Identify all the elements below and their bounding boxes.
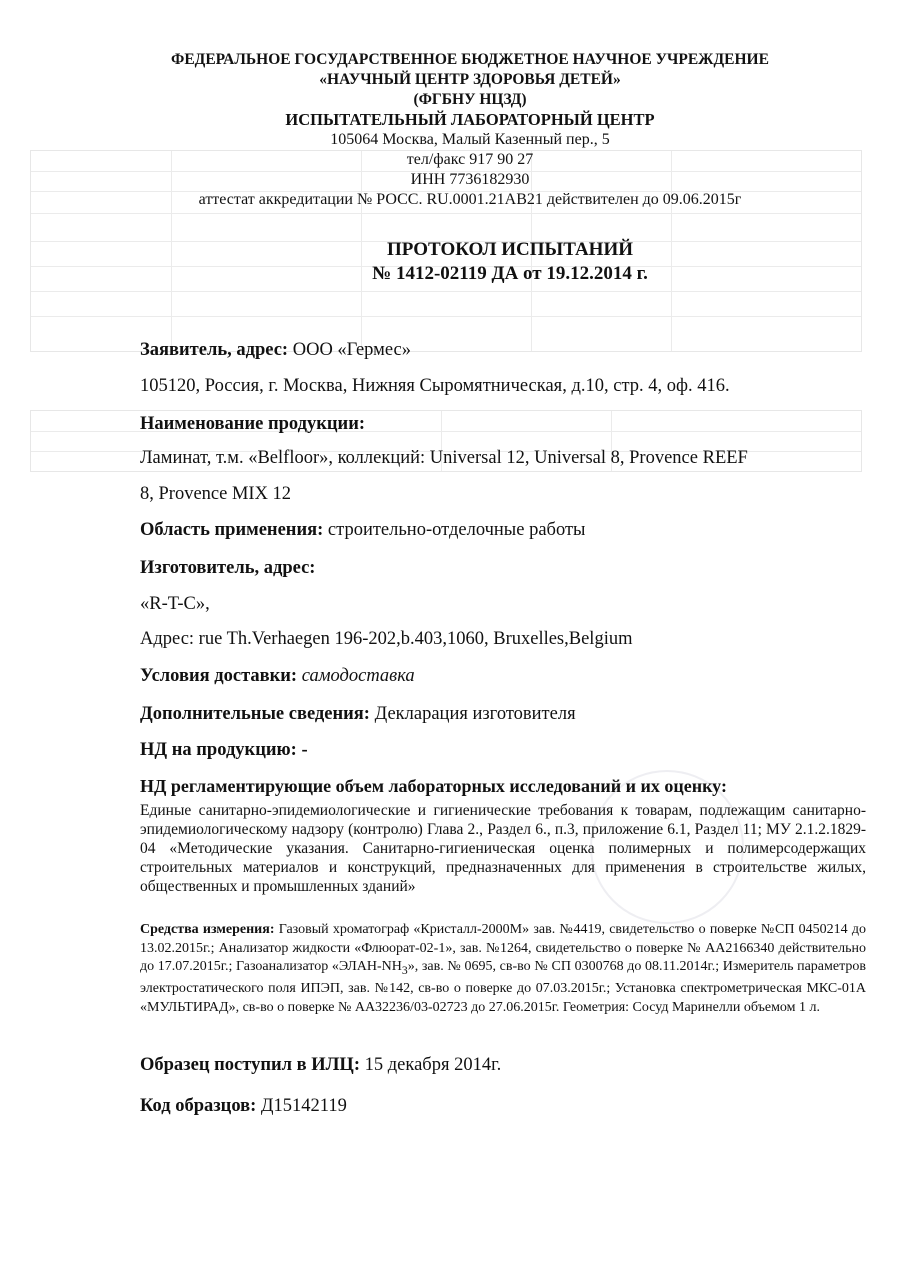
received-label: Образец поступил в ИЛЦ:: [140, 1055, 360, 1075]
lab-inn: ИНН 7736182930: [410, 171, 530, 188]
protocol-number: № 1412-02119 ДА от 19.12.2014 г.: [372, 263, 648, 284]
nd-product-label: НД на продукцию: -: [140, 740, 308, 760]
instruments-subscript: 3: [401, 963, 408, 977]
manufacturer-name: «R-T-C»,: [140, 594, 210, 614]
sample-code-label: Код образцов:: [140, 1096, 257, 1116]
applicant-value: ООО «Гермес»: [292, 340, 411, 360]
instruments-text-a: Газовый хроматограф «Кристалл-2000М» зав. №4419, свидетельство о поверке №СП 0450214 до 13.02.2015г.; Анализатор жидкости «Флюорат-02-1», зав. №1264, свидетельство о поверке № АА2166340 действительно до 17.07.2015г.; Газоанализатор «ЭЛАН-NH: [140, 922, 867, 974]
lab-address: 105064 Москва, Малый Казенный пер., 5: [330, 131, 610, 148]
applicant-address: 105120, Россия, г. Москва, Нижняя Сыромятническая, д.10, стр. 4, оф. 416.: [140, 376, 730, 396]
received-value: 15 декабря 2014г.: [364, 1055, 502, 1075]
protocol-title-block: [200, 238, 820, 286]
scope-label: Область применения:: [140, 520, 324, 540]
nd-regulating-text: Единые санитарно-эпидемиологические и гигиенические требования к товарам, подлежащим санитарно-эпидемиологическому надзору (контролю) Глава 2., Раздел 6., п.3, приложение 6.1, Раздел 11; МУ 2.1.2.1829-04 «Методические указания. Санитарно-гигиеническая оценка полимерных и полимерсодержащих строительных материалов и конструкций, предназначенных для применения в строительстве жилых, общественных и промышленных зданий»: [140, 802, 866, 895]
org-name-line2: «НАУЧНЫЙ ЦЕНТР ЗДОРОВЬЯ ДЕТЕЙ»: [319, 71, 621, 88]
instruments-block: [140, 921, 866, 1017]
nd-regulating-label: НД регламентирующие объем лабораторных исследований и их оценку:: [140, 776, 727, 796]
applicant-row: [140, 340, 411, 361]
scope-row: [140, 520, 585, 541]
org-name-line1: ФЕДЕРАЛЬНОЕ ГОСУДАРСТВЕННОЕ БЮДЖЕТНОЕ НАУЧНОЕ УЧРЕЖДЕНИЕ: [171, 51, 769, 68]
product-label: Наименование продукции:: [140, 414, 366, 434]
letterhead: [120, 50, 820, 210]
applicant-label: Заявитель, адрес:: [140, 340, 289, 360]
additional-value: Декларация изготовителя: [374, 704, 576, 724]
product-line1: Ламинат, т.м. «Belfloor», коллекций: Universal 12, Universal 8, Provence REEF: [140, 448, 748, 468]
additional-label: Дополнительные сведения:: [140, 704, 370, 724]
manufacturer-address: Адрес: rue Th.Verhaegen 196-202,b.403,1060, Bruxelles,Belgium: [140, 629, 633, 649]
scope-value: строительно-отделочные работы: [327, 520, 586, 540]
additional-row: [140, 704, 576, 725]
lab-phone: тел/факс 917 90 27: [406, 151, 534, 168]
protocol-title: ПРОТОКОЛ ИСПЫТАНИЙ: [386, 239, 634, 260]
instruments-label: Средства измерения:: [140, 922, 275, 937]
sample-code-row: [140, 1096, 347, 1117]
product-line2: 8, Provence MIX 12: [140, 484, 292, 504]
received-row: [140, 1055, 501, 1076]
delivery-row: [140, 666, 415, 687]
lab-name: ИСПЫТАТЕЛЬНЫЙ ЛАБОРАТОРНЫЙ ЦЕНТР: [285, 110, 655, 129]
delivery-value: самодоставка: [301, 666, 415, 686]
instruments-text-b: », зав. № 0695, св-во № СП 0300768 до 08.11.2014г.; Измеритель параметров электростатического поля ИПЭП, зав. №142, св-во о поверке до 07.03.2015г.; Установка спектрометрическая МКС-01А «МУЛЬТИРАД», св-во о поверке № АА32236/03-02723 до 27.06.2015г. Геометрия: Сосуд Маринелли объемом 1 л.: [140, 959, 866, 1015]
manufacturer-label: Изготовитель, адрес:: [140, 558, 316, 578]
sample-code-value: Д15142119: [260, 1096, 347, 1116]
org-abbreviation: (ФГБНУ НЦЗД): [413, 91, 527, 108]
delivery-label: Условия доставки:: [140, 666, 298, 686]
accreditation-line: аттестат аккредитации № РОСС. RU.0001.21АВ21 действителен до 09.06.2015г: [198, 191, 742, 208]
